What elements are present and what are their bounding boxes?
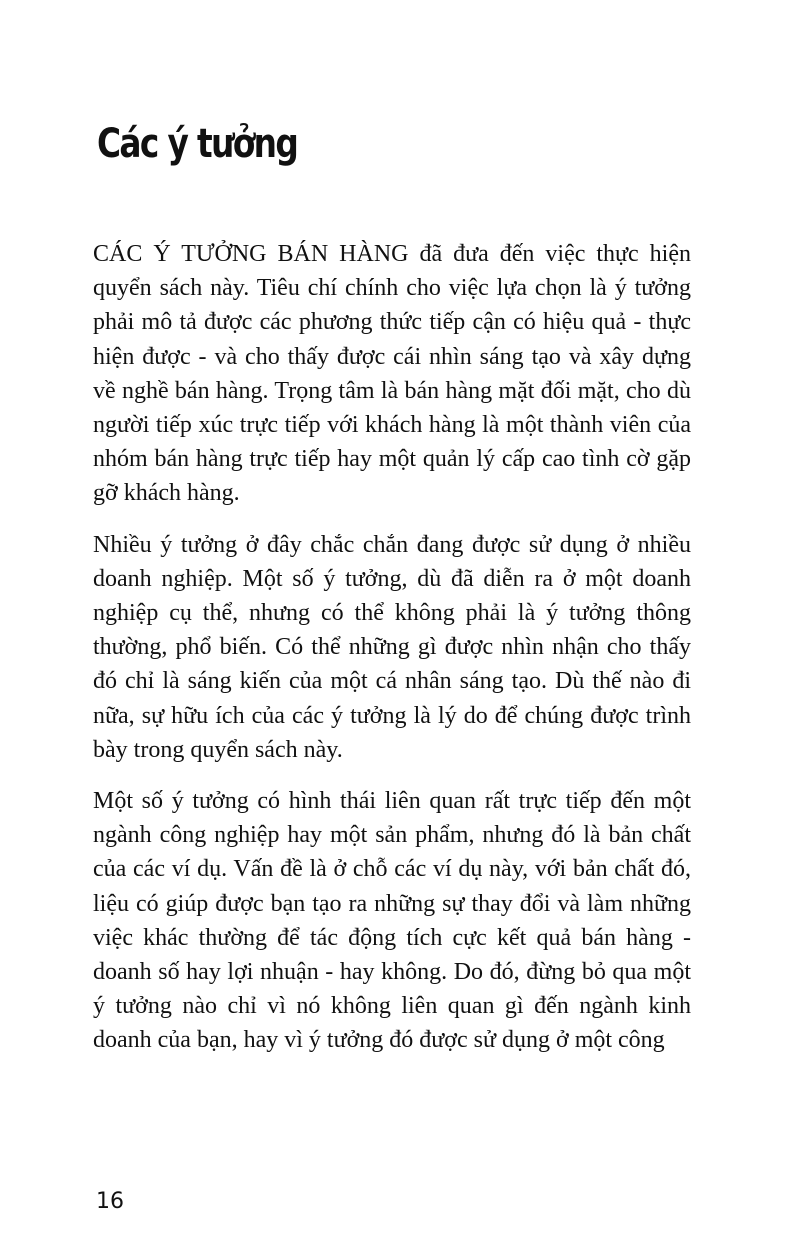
paragraph-3: Một số ý tưởng có hình thái liên quan rất trực tiếp đến một ngành công nghiệp hay một sản phẩm, nhưng đó là bản chất của các ví dụ. Vấn đề là ở chỗ các ví dụ này, với bản chất đó, liệu có giúp được bạn tạo ra những sự thay đổi và làm những việc khác thường để tác động tích cực kết quả bán hàng - doanh số hay lợi nhuận - hay không. Do đó, đừng bỏ qua một ý tưởng nào chỉ vì nó không liên quan gì đến ngành kinh doanh của bạn, hay vì ý tưởng đó được sử dụng ở một công <box>93 788 691 1054</box>
page-number: 16 <box>96 1189 124 1214</box>
body-text <box>93 237 691 1058</box>
paragraph-1: CÁC Ý TƯỞNG BÁN HÀNG đã đưa đến việc thực hiện quyển sách này. Tiêu chí chính cho việc lựa chọn là ý tưởng phải mô tả được các phương thức tiếp cận có hiệu quả - thực hiện được - và cho thấy được cái nhìn sáng tạo và xây dựng về nghề bán hàng. Trọng tâm là bán hàng mặt đối mặt, cho dù người tiếp xúc trực tiếp với khách hàng là một thành viên của nhóm bán hàng trực tiếp hay một quản lý cấp cao tình cờ gặp gỡ khách hàng. <box>93 241 691 507</box>
chapter-title: Các ý tưởng <box>97 121 298 167</box>
paragraph-2: Nhiều ý tưởng ở đây chắc chắn đang được sử dụng ở nhiều doanh nghiệp. Một số ý tưởng, dù đã diễn ra ở một doanh nghiệp cụ thể, nhưng có thể không phải là ý tưởng thông thường, phổ biến. Có thể những gì được nhìn nhận cho thấy đó chỉ là sáng kiến của một cá nhân sáng tạo. Dù thế nào đi nữa, sự hữu ích của các ý tưởng là lý do để chúng được trình bày trong quyển sách này. <box>93 531 691 763</box>
